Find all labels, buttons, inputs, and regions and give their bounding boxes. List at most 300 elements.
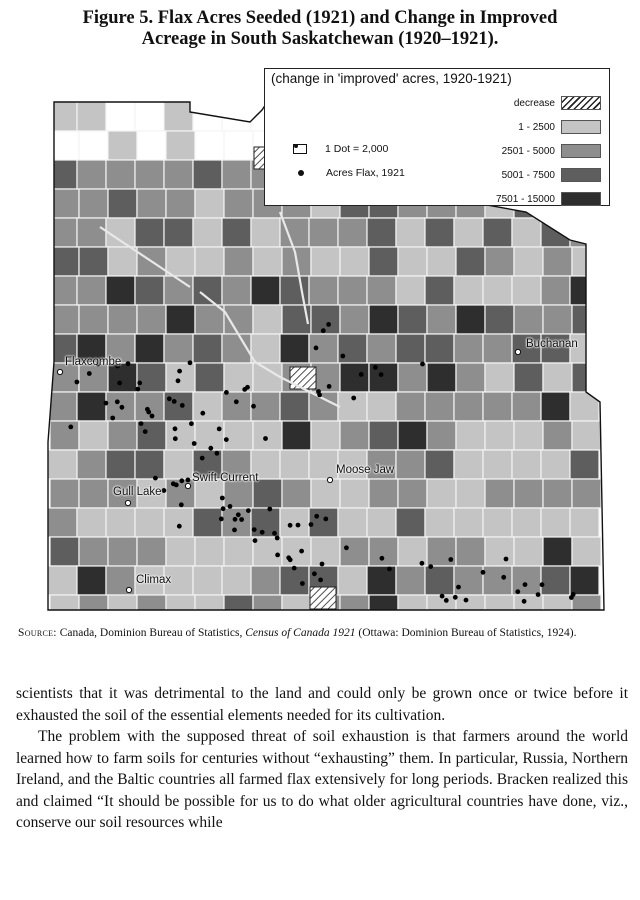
flax-dot <box>501 575 506 580</box>
flax-dot <box>110 416 115 421</box>
census-cell <box>222 218 251 247</box>
town-marker <box>515 349 520 354</box>
flax-dot <box>188 360 193 365</box>
flax-dot <box>172 399 177 404</box>
flax-dot <box>373 365 378 370</box>
census-cell <box>454 566 483 595</box>
flax-dot <box>192 441 197 446</box>
census-cell <box>193 334 222 363</box>
census-cell <box>367 566 396 595</box>
census-cell <box>512 392 541 421</box>
census-cell <box>164 218 193 247</box>
flax-dot <box>540 582 545 587</box>
census-cell <box>282 421 311 450</box>
flax-dot <box>252 527 257 532</box>
flax-dot <box>208 446 213 451</box>
census-cell <box>340 363 369 392</box>
census-cell <box>253 305 282 334</box>
legend-class-label: decrease <box>513 97 555 109</box>
flax-dot <box>179 478 184 483</box>
flax-dot <box>177 369 182 374</box>
flax-dot <box>522 599 527 604</box>
census-cell <box>514 479 543 508</box>
town-label-moose-jaw: Moose Jaw <box>336 464 395 476</box>
census-cell <box>514 363 543 392</box>
census-cell <box>282 595 311 618</box>
census-cell <box>514 595 543 618</box>
census-cell <box>311 421 340 450</box>
census-cell <box>108 305 137 334</box>
flax-dot <box>314 514 319 519</box>
legend-swatch <box>561 120 601 134</box>
flax-dot <box>104 401 109 406</box>
census-cell <box>340 595 369 618</box>
flax-dot <box>246 508 251 513</box>
flax-dot <box>173 426 178 431</box>
figure-title-line-1: Figure 5. Flax Acres Seeded (1921) and Change in Improved <box>82 8 558 28</box>
flax-dot <box>228 504 233 509</box>
flax-dot <box>299 549 304 554</box>
census-cell <box>369 421 398 450</box>
town-label-gull-lake: Gull Lake <box>113 486 162 498</box>
census-cell <box>369 305 398 334</box>
flax-dot <box>180 403 185 408</box>
flax-dot <box>139 421 144 426</box>
census-cell <box>541 566 570 595</box>
census-cell <box>514 537 543 566</box>
town-marker <box>185 483 190 488</box>
legend-title: (change in 'improved' acres, 1920-1921) <box>271 71 512 86</box>
census-cell <box>570 218 599 247</box>
census-cell <box>367 276 396 305</box>
flax-dot <box>320 562 325 567</box>
census-cell <box>456 363 485 392</box>
flax-dot <box>137 381 142 386</box>
census-cell <box>135 508 164 537</box>
census-cell <box>572 421 601 450</box>
census-cell <box>79 595 108 618</box>
census-cell <box>48 160 77 189</box>
census-cell <box>311 305 340 334</box>
census-cell <box>166 189 195 218</box>
census-cell <box>280 392 309 421</box>
flax-dot <box>272 531 277 536</box>
census-cell <box>106 218 135 247</box>
census-cell <box>456 305 485 334</box>
flax-dot <box>267 507 272 512</box>
census-cell <box>543 595 572 618</box>
census-cell <box>572 479 601 508</box>
census-cell <box>135 392 164 421</box>
flax-dot <box>174 483 179 488</box>
flax-dot <box>221 506 226 511</box>
census-cell <box>512 276 541 305</box>
flax-dot <box>120 405 125 410</box>
census-cell <box>512 508 541 537</box>
census-cell <box>396 450 425 479</box>
census-cell <box>253 595 282 618</box>
census-cell <box>427 305 456 334</box>
census-cell <box>106 160 135 189</box>
census-cell <box>541 392 570 421</box>
flax-dot <box>312 571 317 576</box>
census-cell <box>79 189 108 218</box>
flax-dot <box>115 399 120 404</box>
census-cell <box>396 218 425 247</box>
census-cell <box>195 247 224 276</box>
census-cell <box>541 450 570 479</box>
census-cell <box>427 479 456 508</box>
census-cell <box>222 276 251 305</box>
census-cell <box>485 421 514 450</box>
census-cell <box>485 479 514 508</box>
census-cell <box>108 595 137 618</box>
census-cell <box>541 276 570 305</box>
census-cell <box>425 566 454 595</box>
census-cell <box>222 392 251 421</box>
census-cell <box>50 421 79 450</box>
census-cell <box>543 537 572 566</box>
flax-dot-icon <box>298 170 304 176</box>
census-cell <box>166 305 195 334</box>
census-cell <box>512 218 541 247</box>
legend-dot-unit <box>293 143 388 155</box>
census-cell <box>79 305 108 334</box>
census-cell <box>50 595 79 618</box>
census-cell <box>222 566 251 595</box>
paragraph: The problem with the supposed threat of soil exhaustion is that farmers around the world learned how to farm soils for centuries without “exhausting” them. In particular, Russia, Northern Ireland, and the Baltic countries all farmed flax extensively for long periods. Bracken realized this and claimed “It should be possible for us to do what older agricultural countries have done, viz., conserve our soil resources while <box>16 728 628 831</box>
figure-title <box>20 8 620 50</box>
census-cell <box>369 247 398 276</box>
source-text-2: (Ottawa: Dominion Bureau of Statistics, 1924). <box>355 627 577 639</box>
census-cell <box>398 479 427 508</box>
flax-dot <box>481 570 486 575</box>
census-cell <box>137 131 166 160</box>
census-cell <box>483 450 512 479</box>
census-cell <box>224 595 253 618</box>
census-cell <box>369 595 398 618</box>
census-cell <box>77 392 106 421</box>
census-cell <box>222 160 251 189</box>
census-cell <box>164 160 193 189</box>
census-cell <box>338 334 367 363</box>
census-cell <box>425 334 454 363</box>
census-cell <box>483 566 512 595</box>
flax-dot <box>176 378 181 383</box>
census-cell <box>106 102 135 131</box>
flax-dot <box>387 567 392 572</box>
census-cell <box>164 334 193 363</box>
census-cell <box>79 131 108 160</box>
census-cell <box>77 566 106 595</box>
legend-class-label: 5001 - 7500 <box>501 169 555 181</box>
census-cell <box>137 363 166 392</box>
census-cell <box>454 508 483 537</box>
census-cell <box>48 508 77 537</box>
census-cell <box>77 508 106 537</box>
census-cell <box>164 450 193 479</box>
census-cell <box>135 334 164 363</box>
census-cell <box>195 595 224 618</box>
census-cell <box>164 508 193 537</box>
flax-dot <box>523 582 528 587</box>
census-cell <box>340 305 369 334</box>
census-cell <box>282 537 311 566</box>
flax-dot <box>224 437 229 442</box>
census-cell <box>193 566 222 595</box>
flax-dot <box>145 407 150 412</box>
census-cell <box>106 450 135 479</box>
flax-dot <box>318 578 323 583</box>
census-cell <box>541 508 570 537</box>
census-cell <box>251 334 280 363</box>
legend-dot-unit-label: 1 Dot = 2,000 <box>325 143 389 155</box>
census-cell <box>135 102 164 131</box>
census-cell <box>77 218 106 247</box>
census-cell <box>338 566 367 595</box>
census-cell <box>485 305 514 334</box>
census-cell <box>456 537 485 566</box>
census-cell <box>572 537 601 566</box>
census-cell <box>543 247 572 276</box>
census-cell <box>137 537 166 566</box>
census-cell <box>106 508 135 537</box>
flax-dot <box>150 414 155 419</box>
census-cell <box>396 566 425 595</box>
census-cell <box>396 276 425 305</box>
census-cell <box>79 421 108 450</box>
flax-dot <box>239 517 244 522</box>
census-cell <box>572 595 601 618</box>
census-cell <box>193 392 222 421</box>
census-cell <box>79 479 108 508</box>
legend-dot-meaning <box>293 167 405 179</box>
census-cell <box>309 508 338 537</box>
legend-class-4 <box>496 191 601 207</box>
flax-dot <box>428 564 433 569</box>
flax-dot <box>314 346 319 351</box>
legend-class-3 <box>502 167 601 183</box>
census-cell <box>425 218 454 247</box>
census-cell <box>369 479 398 508</box>
census-cell <box>398 363 427 392</box>
flax-dot <box>440 594 445 599</box>
flax-dot <box>359 372 364 377</box>
legend-class-2 <box>502 143 601 159</box>
flax-dot <box>224 390 229 395</box>
census-cell <box>195 537 224 566</box>
census-cell <box>77 450 106 479</box>
census-cell <box>570 566 599 595</box>
legend-class-label: 1 - 2500 <box>518 121 555 133</box>
census-cell <box>456 595 485 618</box>
census-cell <box>309 218 338 247</box>
flax-dot <box>173 436 178 441</box>
census-cell <box>338 218 367 247</box>
flax-dot <box>448 557 453 562</box>
paragraph: scientists that it was detrimental to the land and could only be grown once or twice before it exhausted the soil of the essential elements needed for its cultivation. <box>16 685 628 724</box>
census-cell <box>195 189 224 218</box>
census-cell <box>193 508 222 537</box>
census-cell <box>311 247 340 276</box>
census-cell <box>222 508 251 537</box>
flax-dot <box>263 436 268 441</box>
census-cell <box>164 102 193 131</box>
flax-dot <box>215 451 220 456</box>
census-cell <box>253 421 282 450</box>
census-cell <box>166 247 195 276</box>
flax-dot <box>253 538 258 543</box>
town-marker <box>125 500 130 505</box>
census-cell <box>224 189 253 218</box>
census-cell <box>541 218 570 247</box>
census-cell <box>338 276 367 305</box>
census-cell <box>483 508 512 537</box>
choropleth-map <box>40 62 620 618</box>
flax-dot <box>200 411 205 416</box>
census-cell <box>398 247 427 276</box>
census-cell <box>396 334 425 363</box>
census-cell <box>570 276 599 305</box>
flax-dot <box>219 517 224 522</box>
legend-class-decrease <box>514 95 601 111</box>
census-cell <box>425 276 454 305</box>
census-cell <box>454 392 483 421</box>
legend-class-label: 2501 - 5000 <box>501 145 555 157</box>
census-cell <box>253 247 282 276</box>
flax-dot <box>232 528 237 533</box>
flax-dot <box>420 561 425 566</box>
census-cell <box>77 102 106 131</box>
map-legend <box>264 68 610 206</box>
census-cell <box>367 334 396 363</box>
flax-dot <box>292 566 297 571</box>
census-cell <box>338 508 367 537</box>
flax-dot <box>340 354 345 359</box>
census-cell <box>195 131 224 160</box>
town-marker <box>126 587 131 592</box>
census-cell <box>108 247 137 276</box>
town-label-swift-current: Swift Current <box>192 472 259 484</box>
flax-dot <box>189 421 194 426</box>
flax-dot <box>220 496 225 501</box>
flax-dot <box>323 517 328 522</box>
census-cell <box>398 595 427 618</box>
flax-dot <box>275 553 280 558</box>
census-cell <box>79 247 108 276</box>
flax-dot <box>260 530 265 535</box>
census-cell <box>137 595 166 618</box>
flax-dot <box>233 517 238 522</box>
census-cell <box>309 276 338 305</box>
flax-dot <box>380 556 385 561</box>
census-cell <box>135 450 164 479</box>
flax-dot <box>288 557 293 562</box>
census-cell <box>543 305 572 334</box>
census-cell <box>427 247 456 276</box>
census-cell <box>280 334 309 363</box>
flax-dot <box>186 478 191 483</box>
census-cell <box>137 189 166 218</box>
census-cell <box>135 160 164 189</box>
flax-dot <box>162 488 167 493</box>
flax-dot <box>251 404 256 409</box>
census-cell <box>108 131 137 160</box>
legend-class-1 <box>518 119 601 135</box>
census-cell <box>543 421 572 450</box>
flax-dot <box>242 387 247 392</box>
census-cell <box>137 305 166 334</box>
census-cell <box>224 247 253 276</box>
census-cell <box>48 218 77 247</box>
flax-dot <box>453 595 458 600</box>
flax-dot <box>504 557 509 562</box>
census-cell <box>483 334 512 363</box>
census-cell <box>48 566 77 595</box>
town-label-climax: Climax <box>136 574 172 586</box>
census-cell <box>48 102 77 131</box>
flax-dot <box>167 396 172 401</box>
flax-dot <box>300 581 305 586</box>
census-cell <box>570 508 599 537</box>
flax-dot <box>75 380 80 385</box>
census-cell <box>456 479 485 508</box>
source-title: Census of Canada 1921 <box>245 627 356 639</box>
source-label: Source: <box>18 627 57 639</box>
census-cell <box>50 537 79 566</box>
census-cell <box>50 479 79 508</box>
census-cell <box>224 131 253 160</box>
census-cell <box>514 305 543 334</box>
flax-dot <box>200 456 205 461</box>
census-cell <box>311 537 340 566</box>
decrease-cell <box>290 367 316 389</box>
census-cell <box>425 450 454 479</box>
flax-dot <box>177 524 182 529</box>
census-cell <box>166 537 195 566</box>
census-cell <box>193 160 222 189</box>
source-text-1: Canada, Dominion Bureau of Statistics, <box>56 627 246 639</box>
census-cell <box>454 218 483 247</box>
flax-dot <box>68 425 73 430</box>
census-cell <box>425 392 454 421</box>
legend-dot-label: Acres Flax, 1921 <box>326 167 405 179</box>
flax-dot <box>275 536 280 541</box>
flax-dot <box>296 523 301 528</box>
flax-dot <box>317 393 322 398</box>
census-cell <box>251 276 280 305</box>
census-cell <box>48 450 77 479</box>
census-cell <box>485 537 514 566</box>
town-label-flaxcombe: Flaxcombe <box>65 356 122 368</box>
census-cell <box>367 508 396 537</box>
census-cell <box>224 537 253 566</box>
census-cell <box>224 421 253 450</box>
flax-dot <box>444 598 449 603</box>
flax-dot <box>344 545 349 550</box>
flax-dot <box>420 362 425 367</box>
town-marker <box>57 369 62 374</box>
census-cell <box>456 247 485 276</box>
flax-dot <box>326 322 331 327</box>
census-cell <box>108 537 137 566</box>
census-cell <box>280 450 309 479</box>
census-cell <box>396 508 425 537</box>
census-cell <box>570 392 599 421</box>
flax-dot <box>126 361 131 366</box>
town-label-buchanan: Buchanan <box>526 338 578 350</box>
census-cell <box>108 189 137 218</box>
